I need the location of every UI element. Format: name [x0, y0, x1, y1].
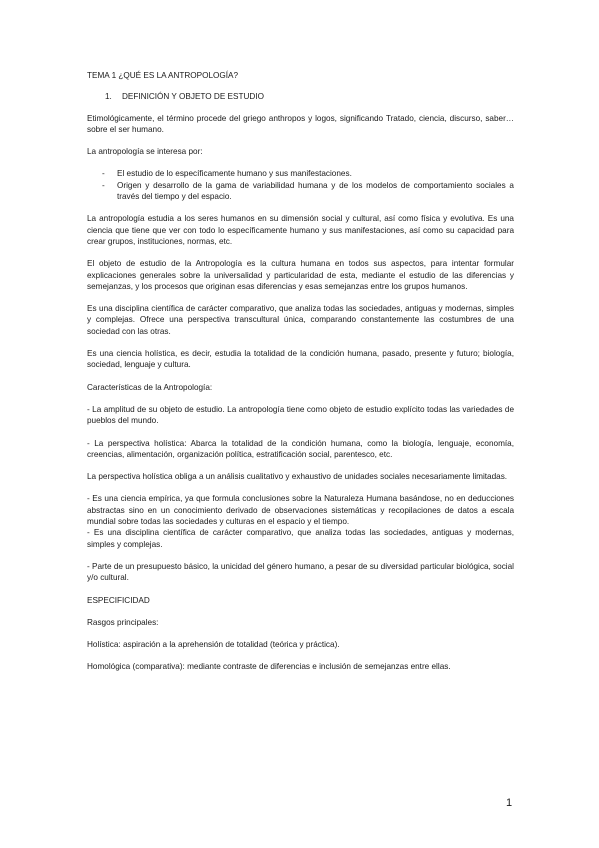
paragraph-rasgos: Rasgos principales:	[87, 617, 159, 627]
paragraph-presupuesto: - Parte de un presupuesto básico, la unicidad del género humano, a pesar de su diversidad particular biológica, social y/o cultural.	[87, 561, 514, 583]
paragraph-empirica: - Es una ciencia empírica, ya que formula conclusiones sobre la Naturaleza Humana basándose, no en deducciones abstractas sino en un conocimiento derivado de observaciones sistemáticas y recopilaciones de datos a escala mundial sobre todas las sociedades y culturas en el espacio y el tiempo.	[87, 494, 514, 527]
list-bullet: -	[102, 180, 105, 190]
paragraph-amplitud: - La amplitud de su objeto de estudio. La antropología tiene como objeto de estudio explícito todas las variedades de pueblos del mundo.	[87, 404, 514, 426]
paragraph-estudia: La antropología estudia a los seres humanos en su dimensión social y cultural, así como física y evolutiva. Es una ciencia que tiene que ver con todo lo específicamente humano y sus manifestaciones, así como su capacidad para crear grupos, instituciones, normas, etc.	[87, 214, 514, 246]
page-content	[87, 70, 514, 673]
paragraph-etimologia: Etimológicamente, el término procede del griego anthropos y logos, significando Tratado, ciencia, discurso, saber… sobre el ser humano.	[87, 113, 514, 134]
paragraph-objeto: El objeto de estudio de la Antropología es la cultura humana en todos sus aspectos, para intentar formular explicaciones generales sobre la universalidad y particularidad de esta, mediante el estudio de las diferencias y semejanzas, y los procesos que originan esas diferencias y esas semejanzas entre los grupos humanos.	[87, 259, 514, 291]
paragraph-perspectiva: - La perspectiva holística: Abarca la totalidad de la condición humana, como la biología, lenguaje, economía, creencias, alimentación, organización política, estratificación social, parentesco, etc.	[87, 438, 514, 459]
section-number: 1.	[105, 92, 112, 102]
paragraph-holistica2: Holística: aspiración a la aprehensión de totalidad (teórica y práctica).	[87, 640, 340, 650]
heading-especificidad: ESPECIFICIDAD	[87, 595, 150, 605]
section-title: DEFINICIÓN Y OBJETO DE ESTUDIO	[122, 92, 264, 102]
paragraph-caracteristicas: Características de la Antropología:	[87, 382, 213, 392]
list-item-text: Origen y desarrollo de la gama de variabilidad humana y de los modelos de comportamiento sociales a través del tiempo y del espacio.	[117, 180, 514, 202]
page-number: 1	[506, 797, 513, 809]
list-bullet: -	[102, 169, 105, 179]
paragraph-comparativo: Es una disciplina científica de carácter comparativo, que analiza todas las sociedades, antiguas y modernas, simples y complejas. Ofrece una perspectiva transcultural única, comparando constantemente las costumbres de una sociedad con las otras.	[87, 304, 514, 336]
paragraph-homologica: Homológica (comparativa): mediante contraste de diferencias e inclusión de semejanzas entre ellas.	[87, 662, 451, 672]
list-item	[87, 180, 514, 203]
paragraph-obliga: La perspectiva holística obliga a un análisis cualitativo y exhaustivo de unidades sociales necesariamente limitadas.	[87, 472, 508, 482]
list-item	[87, 168, 514, 179]
document-title: TEMA 1 ¿QUÉ ES LA ANTROPOLOGÍA?	[87, 71, 239, 80]
list-item-text: El estudio de lo específicamente humano y sus manifestaciones.	[117, 169, 352, 179]
paragraph-holistica: Es una ciencia holística, es decir, estudia la totalidad de la condición humana, pasado, presente y futuro; biología, sociedad, lenguaje y cultura.	[87, 349, 514, 370]
paragraph-interesa: La antropología se interesa por:	[87, 147, 203, 157]
paragraph-disciplina: - Es una disciplina científica de carácter comparativo, que analiza todas las sociedades, antiguas y modernas, simples y complejas.	[87, 528, 514, 549]
section-heading	[87, 91, 514, 102]
interesa-list	[87, 168, 514, 202]
